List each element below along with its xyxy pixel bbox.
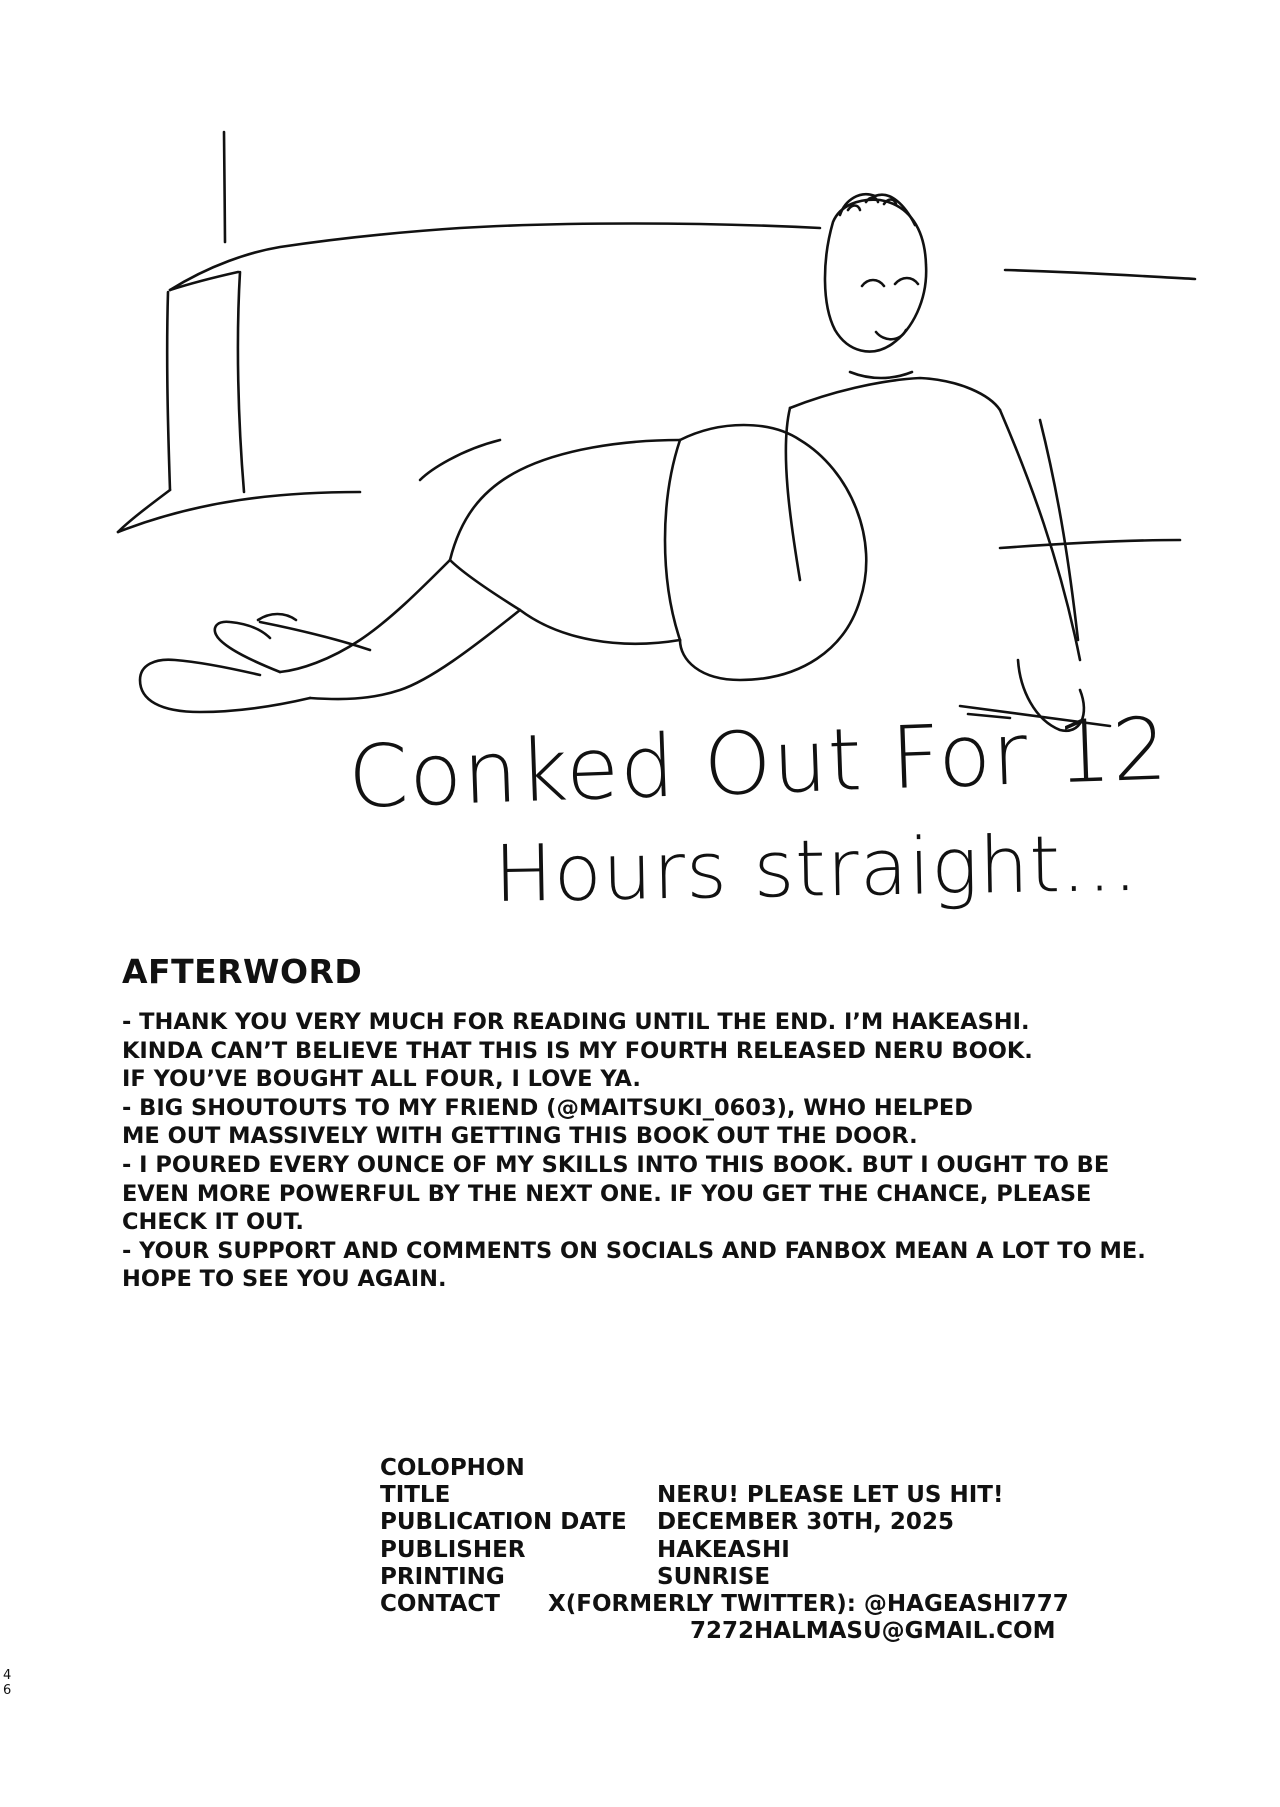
- afterword-line: IF YOU’VE BOUGHT ALL FOUR, I LOVE YA.: [122, 1066, 641, 1093]
- afterword-line: - YOUR SUPPORT AND COMMENTS ON SOCIALS AND FANBOX MEAN A LOT TO ME.: [122, 1237, 1146, 1264]
- page-number: 46: [3, 1668, 12, 1698]
- afterword-line: CHECK IT OUT.: [122, 1209, 304, 1236]
- colophon-row-publisher: [380, 1537, 1003, 1564]
- colophon-label: PUBLISHER: [380, 1536, 526, 1563]
- colophon-heading: COLOPHON: [380, 1455, 525, 1481]
- afterword-line: - BIG SHOUTOUTS TO MY FRIEND (@MAITSUKI_0603), WHO HELPED: [122, 1094, 973, 1121]
- afterword-line: ME OUT MASSIVELY WITH GETTING THIS BOOK OUT THE DOOR.: [122, 1123, 918, 1150]
- afterword-line: - I POURED EVERY OUNCE OF MY SKILLS INTO THIS BOOK. BUT I OUGHT TO BE: [122, 1151, 1110, 1178]
- afterword-body: [122, 1008, 1202, 1294]
- colophon-label: PRINTING: [380, 1563, 505, 1590]
- colophon-row-date: [380, 1509, 1003, 1536]
- afterword-title: AFTERWORD: [122, 952, 363, 991]
- colophon-row-title: [380, 1482, 1003, 1509]
- afterword-line: HOPE TO SEE YOU AGAIN.: [122, 1266, 447, 1293]
- caption-line-2: Hours straight...: [493, 818, 1140, 920]
- afterword-line: EVEN MORE POWERFUL BY THE NEXT ONE. IF YOU GET THE CHANCE, PLEASE: [122, 1180, 1092, 1207]
- colophon-value: HAKEASHI: [657, 1536, 790, 1563]
- colophon-row-printing: [380, 1564, 1003, 1591]
- colophon-row-contact: [380, 1591, 1069, 1645]
- contact-email: 7272HALMASU@GMAIL.COM: [690, 1618, 1056, 1645]
- caption-line-1: Conked Out For 12: [346, 699, 1170, 828]
- afterword-line: - THANK YOU VERY MUCH FOR READING UNTIL THE END. I’M HAKEASHI.: [122, 1009, 1030, 1035]
- colophon-label: TITLE: [380, 1482, 451, 1509]
- afterword-line: KINDA CAN’T BELIEVE THAT THIS IS MY FOURTH RELEASED NERU BOOK.: [122, 1037, 1033, 1064]
- colophon-label: CONTACT: [380, 1591, 500, 1618]
- colophon: [380, 1455, 1069, 1645]
- colophon-value: SUNRISE: [657, 1563, 771, 1590]
- colophon-label: PUBLICATION DATE: [380, 1509, 627, 1536]
- colophon-value: NERU! PLEASE LET US HIT!: [657, 1482, 1004, 1509]
- colophon-value: DECEMBER 30TH, 2025: [657, 1509, 954, 1536]
- contact-twitter: X(FORMERLY TWITTER): @HAGEASHI777: [548, 1591, 1069, 1618]
